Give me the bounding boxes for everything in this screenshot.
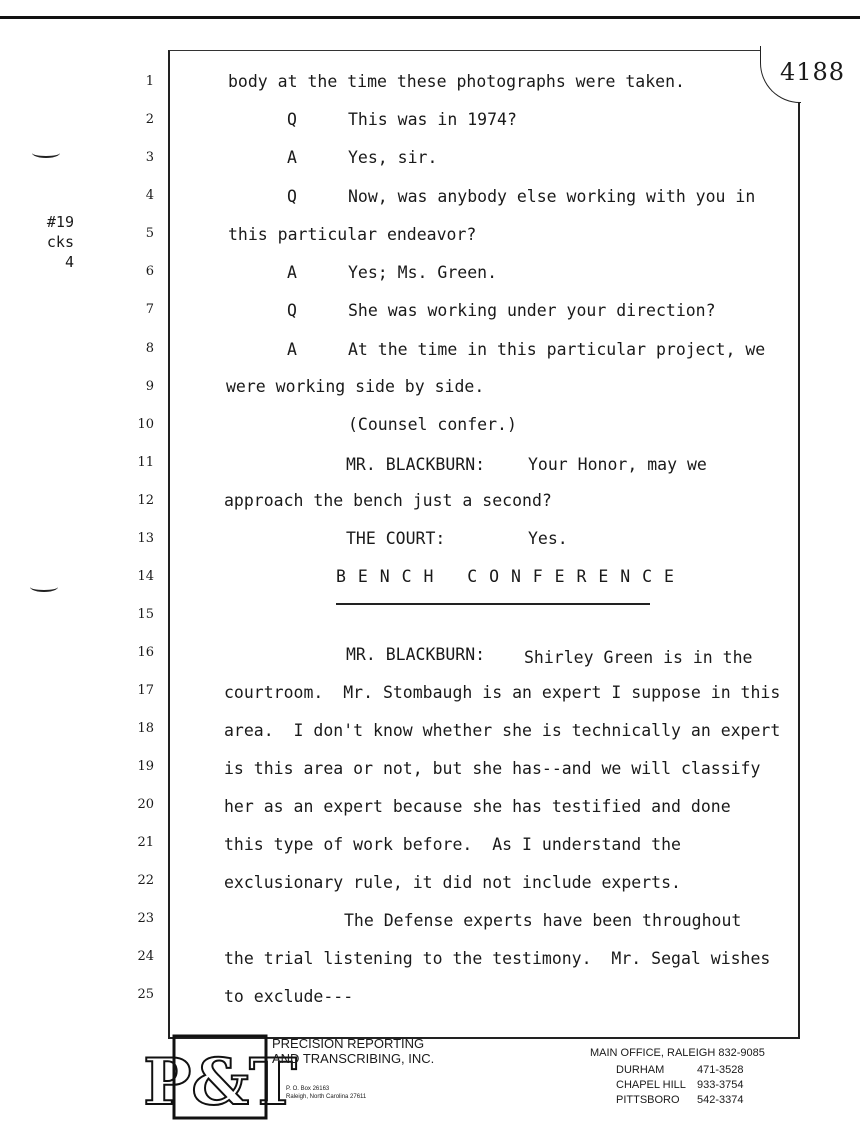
line-number: 4 xyxy=(145,188,154,203)
line-number: 2 xyxy=(145,112,154,127)
transcript-line: Your Honor, may we xyxy=(528,455,707,474)
line-number: 20 xyxy=(137,797,154,812)
line-number: 13 xyxy=(137,531,154,546)
speaker-label: MR. BLACKBURN: xyxy=(346,455,486,474)
transcript-line: exclusionary rule, it did not include experts. xyxy=(224,873,681,892)
transcript-line: Yes, sir. xyxy=(348,148,438,167)
address-line: Raleigh, North Carolina 27611 xyxy=(286,1094,367,1100)
office-city: PITTSBORO xyxy=(616,1094,680,1106)
section-heading: B E N C H C O N F E R E N C E xyxy=(336,567,675,586)
transcript-line: area. I don't know whether she is technically an expert xyxy=(224,721,781,740)
line-number: 11 xyxy=(137,455,154,470)
line-number: 23 xyxy=(137,911,154,926)
line-number: 16 xyxy=(137,645,154,660)
transcript-line: this type of work before. As I understand the xyxy=(224,835,681,854)
top-border xyxy=(0,16,860,19)
transcript-line: Now, was anybody else working with you in xyxy=(348,187,756,206)
speaker-label: THE COURT: xyxy=(346,529,446,548)
office-city: DURHAM xyxy=(616,1064,665,1076)
transcript-line: At the time in this particular project, we xyxy=(348,340,766,359)
main-office: MAIN OFFICE, RALEIGH 832-9085 xyxy=(590,1047,765,1059)
speaker-tag: A xyxy=(287,148,297,167)
office-city: CHAPEL HILL xyxy=(616,1079,686,1091)
margin-note xyxy=(38,212,74,272)
heading-underline xyxy=(336,603,650,605)
line-number: 1 xyxy=(145,74,154,89)
transcript-line: courtroom. Mr. Stombaugh is an expert I suppose in this xyxy=(224,683,781,702)
margin-note-line: #19 xyxy=(46,213,74,231)
line-number: 7 xyxy=(145,302,154,317)
transcript-line: the trial listening to the testimony. Mr. Segal wishes xyxy=(224,949,771,968)
transcript-line: her as an expert because she has testified and done xyxy=(224,797,731,816)
speaker-tag: Q xyxy=(287,301,297,320)
transcript-line: approach the bench just a second? xyxy=(224,491,552,510)
line-number: 12 xyxy=(137,493,154,508)
transcript-line: Yes; Ms. Green. xyxy=(348,263,498,282)
speaker-label: MR. BLACKBURN: xyxy=(346,645,486,664)
transcript-line: This was in 1974? xyxy=(348,110,517,129)
line-number: 9 xyxy=(145,379,154,394)
office-phone: 542-3374 xyxy=(697,1094,744,1106)
transcript-line: were working side by side. xyxy=(226,377,485,396)
company-name-line: PRECISION REPORTING xyxy=(272,1036,425,1051)
company-name-line: AND TRANSCRIBING, INC. xyxy=(272,1051,435,1066)
line-number: 5 xyxy=(145,226,154,241)
speaker-tag: A xyxy=(287,263,297,282)
line-number: 6 xyxy=(145,264,154,279)
transcript-line: this particular endeavor? xyxy=(228,225,477,244)
margin-note-line: cks xyxy=(46,233,74,251)
binder-mark xyxy=(32,148,60,158)
speaker-tag: A xyxy=(287,340,297,359)
line-number: 17 xyxy=(137,683,154,698)
line-number: 8 xyxy=(145,341,154,356)
transcript-line: to exclude--- xyxy=(224,987,354,1006)
office-phone: 933-3754 xyxy=(697,1079,744,1091)
transcript-line: (Counsel confer.) xyxy=(348,415,517,434)
speaker-tag: Q xyxy=(287,110,297,129)
logo-text: P&T xyxy=(143,1045,297,1120)
address-line: P. O. Box 26163 xyxy=(286,1086,330,1092)
transcript-line: Shirley Green is in the xyxy=(524,648,753,667)
speaker-tag: Q xyxy=(287,187,297,206)
line-number: 18 xyxy=(137,721,154,736)
line-number: 25 xyxy=(137,987,154,1002)
line-number: 10 xyxy=(137,417,154,432)
line-number: 15 xyxy=(137,607,154,622)
office-phone: 471-3528 xyxy=(697,1064,744,1076)
transcript-line: is this area or not, but she has--and we will classify xyxy=(224,759,761,778)
line-number: 24 xyxy=(137,949,154,964)
transcript-line: She was working under your direction? xyxy=(348,301,716,320)
company-logo xyxy=(143,1036,297,1120)
transcript-line: body at the time these photographs were taken. xyxy=(228,72,685,91)
margin-note-line: 4 xyxy=(64,253,74,271)
line-number: 21 xyxy=(137,835,154,850)
line-number: 19 xyxy=(137,759,154,774)
company-name xyxy=(272,1036,434,1066)
line-number: 22 xyxy=(137,873,154,888)
page-number: 4188 xyxy=(780,58,846,86)
transcript-line: Yes. xyxy=(528,529,568,548)
binder-mark xyxy=(30,582,58,592)
line-number: 14 xyxy=(137,569,154,584)
transcript-line: The Defense experts have been throughout xyxy=(344,911,742,930)
company-address xyxy=(286,1085,366,1101)
line-number: 3 xyxy=(145,150,154,165)
